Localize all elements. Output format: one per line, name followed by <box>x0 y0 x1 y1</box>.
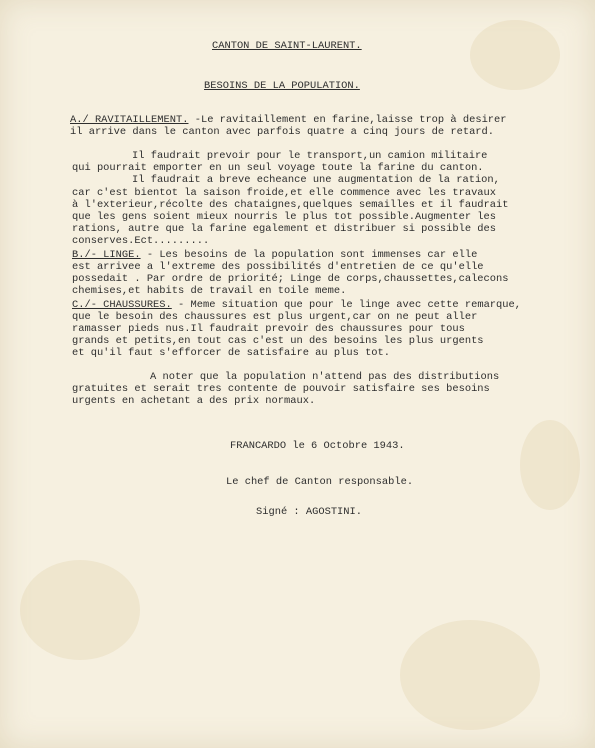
document-subtitle: BESOINS DE LA POPULATION. <box>204 80 360 92</box>
section-b-line: chemises,et habits de travail en toile meme. <box>72 285 347 297</box>
section-c-line: grands et petits,en tout cas c'est un des besoins les plus urgents <box>72 335 484 347</box>
section-b-line: - Les besoins de la population sont immenses car elle <box>146 249 478 261</box>
section-c-first-line <box>72 299 521 311</box>
section-b-line: possedait . Par ordre de priorité; Linge de corps,chaussettes,calecons <box>72 273 509 285</box>
section-b-label: B./- LINGE. <box>72 249 141 261</box>
section-b-line: est arrivee a l'extreme des possibilités d'entretien de ce qu'elle <box>72 261 484 273</box>
note-line: urgents en achetant a des prix normaux. <box>72 395 316 407</box>
section-a-line: rations, autre que la farine egalement et distribuer si possible des <box>72 223 497 235</box>
paper-stain <box>400 620 540 730</box>
section-c-line: - Meme situation que pour le linge avec cette remarque, <box>178 299 521 311</box>
section-b-first-line <box>72 249 477 261</box>
section-a-line: conserves.Ect......... <box>72 235 210 247</box>
document-title: CANTON DE SAINT-LAURENT. <box>212 40 362 52</box>
section-c-line: ramasser pieds nus.Il faudrait prevoir des chaussures pour tous <box>72 323 465 335</box>
section-a-line: Il faudrait prevoir pour le transport,un camion militaire <box>132 150 488 162</box>
note-line: A noter que la population n'attend pas des distributions <box>150 371 500 383</box>
section-a-line: car c'est bientot la saison froide,et elle commence avec les travaux <box>72 187 497 199</box>
signature-line: Signé : AGOSTINI. <box>256 506 363 518</box>
paper-stain <box>20 560 140 660</box>
paper-stain <box>520 420 580 510</box>
section-c-label: C./- CHAUSSURES. <box>72 299 172 311</box>
section-a-label: A./ RAVITAILLEMENT. <box>70 114 189 126</box>
section-c-line: et qu'il faut s'efforcer de satisfaire au plus tot. <box>72 347 391 359</box>
section-a-line: qui pourrait emporter en un seul voyage toute la farine du canton. <box>72 162 484 174</box>
section-a-line: que les gens soient mieux nourris le plus tot possible.Augmenter les <box>72 211 497 223</box>
paper-stain <box>470 20 560 90</box>
section-c-line: que le besoin des chaussures est plus urgent,car on ne peut aller <box>72 311 478 323</box>
signatory-role: Le chef de Canton responsable. <box>226 476 414 488</box>
section-a-line: il arrive dans le canton avec parfois quatre a cinq jours de retard. <box>70 126 495 138</box>
section-a-first-line <box>70 114 507 126</box>
section-a-line: Il faudrait a breve echeance une augmentation de la ration, <box>132 174 500 186</box>
section-a-line: à l'exterieur,récolte des chataignes,quelques semailles et il faudrait <box>72 199 509 211</box>
note-line: gratuites et serait tres contente de pouvoir satisfaire ses besoins <box>72 383 490 395</box>
date-line: FRANCARDO le 6 Octobre 1943. <box>230 440 405 452</box>
section-a-line: -Le ravitaillement en farine,laisse trop à desirer <box>194 114 507 126</box>
